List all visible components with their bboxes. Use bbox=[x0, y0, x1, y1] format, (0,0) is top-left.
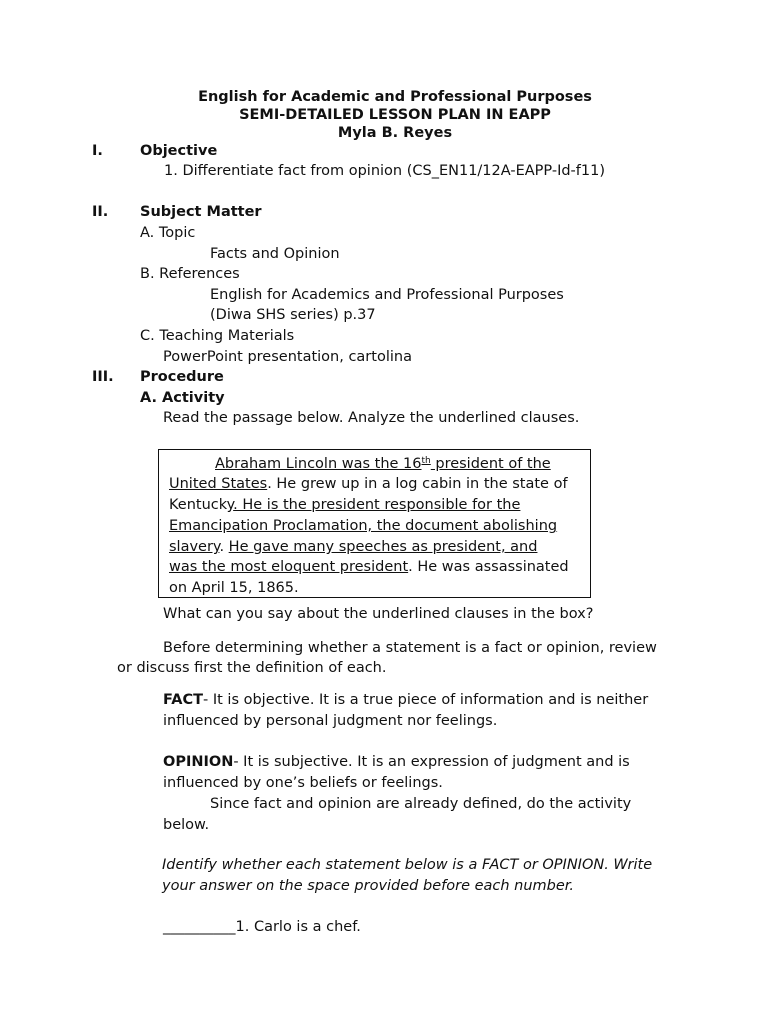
passage-underlined-4b: was the most eloquent president bbox=[169, 559, 409, 575]
section-3-numeral: III. bbox=[92, 369, 114, 385]
reference-line-2: (Diwa SHS series) p.37 bbox=[210, 307, 376, 323]
topic-value: Facts and Opinion bbox=[210, 246, 340, 262]
answer-blank: __________ bbox=[163, 919, 236, 935]
passage-line-4: Emancipation Proclamation, the document abolishing bbox=[169, 518, 558, 534]
references-label: B. References bbox=[140, 266, 240, 282]
passage-line-1 bbox=[215, 454, 551, 475]
reference-line-1: English for Academics and Professional Purposes bbox=[210, 287, 564, 303]
passage-underlined-1a: Abraham Lincoln was the 16 bbox=[215, 456, 422, 472]
passage-line-7: on April 15, 1865. bbox=[169, 580, 299, 596]
activity-instruction: Read the passage below. Analyze the underlined clauses. bbox=[163, 410, 580, 426]
section-2-numeral: II. bbox=[92, 204, 109, 220]
passage-plain-5a: . He was assassinated bbox=[408, 559, 569, 575]
section-1-numeral: I. bbox=[92, 143, 103, 159]
passage-underlined-3b: . He is the president responsible for the bbox=[233, 497, 521, 513]
section-1-heading: Objective bbox=[140, 143, 218, 159]
materials-label: C. Teaching Materials bbox=[140, 328, 295, 344]
section-2-heading: Subject Matter bbox=[140, 204, 262, 220]
passage-underlined-4a: He gave many speeches as president, and bbox=[228, 539, 538, 555]
question-text: What can you say about the underlined clauses in the box? bbox=[163, 606, 594, 622]
topic-label: A. Topic bbox=[140, 225, 196, 241]
activity-label: A. Activity bbox=[140, 390, 225, 406]
exercise-item-1-text: 1. Carlo is a chef. bbox=[235, 919, 361, 935]
materials-value: PowerPoint presentation, cartolina bbox=[163, 349, 412, 365]
document-subtitle: SEMI-DETAILED LESSON PLAN IN EAPP bbox=[239, 107, 551, 123]
passage-underlined-1b: president of the bbox=[430, 456, 551, 472]
directions-line-1: Identify whether each statement below is a FACT or OPINION. Write bbox=[162, 857, 653, 873]
fact-term: FACT bbox=[163, 692, 203, 708]
paragraph-1-line-1: Before determining whether a statement is a fact or opinion, review bbox=[163, 640, 657, 656]
section-3-heading: Procedure bbox=[140, 369, 224, 385]
fact-definition-line-2: influenced by personal judgment nor feelings. bbox=[163, 713, 498, 729]
passage-period: . bbox=[219, 539, 229, 555]
paragraph-1-line-2: or discuss first the definition of each. bbox=[117, 660, 387, 676]
passage-plain-3a: Kentucky bbox=[169, 497, 234, 513]
exercise-item-1 bbox=[163, 917, 361, 938]
document-author: Myla B. Reyes bbox=[337, 125, 453, 141]
opinion-def-1: - It is subjective. It is an expression of judgment and is bbox=[233, 754, 630, 770]
opinion-definition-line-2: influenced by one’s beliefs or feelings. bbox=[163, 775, 443, 791]
passage-line-5 bbox=[169, 537, 537, 558]
passage-line-2 bbox=[169, 474, 568, 495]
opinion-term: OPINION bbox=[163, 754, 234, 770]
passage-superscript: th bbox=[421, 456, 431, 466]
directions-line-2: your answer on the space provided before each number. bbox=[162, 878, 575, 894]
document-title: English for Academic and Professional Purposes bbox=[198, 89, 592, 105]
paragraph-2-line-2: below. bbox=[163, 817, 210, 833]
passage-underlined-1c: United States bbox=[169, 476, 268, 492]
passage-plain-2: . He grew up in a log cabin in the state of bbox=[267, 476, 568, 492]
paragraph-2-line-1: Since fact and opinion are already defined, do the activity bbox=[210, 796, 632, 812]
passage-line-3 bbox=[169, 495, 520, 516]
fact-definition-line-1 bbox=[163, 690, 648, 711]
passage-underlined-3d: slavery bbox=[169, 539, 220, 555]
fact-def-1: - It is objective. It is a true piece of information and is neither bbox=[203, 692, 649, 708]
opinion-definition-line-1 bbox=[163, 752, 630, 773]
passage-line-6 bbox=[169, 557, 569, 578]
objective-item: 1. Differentiate fact from opinion (CS_EN11/12A-EAPP-Id-f11) bbox=[164, 163, 605, 179]
